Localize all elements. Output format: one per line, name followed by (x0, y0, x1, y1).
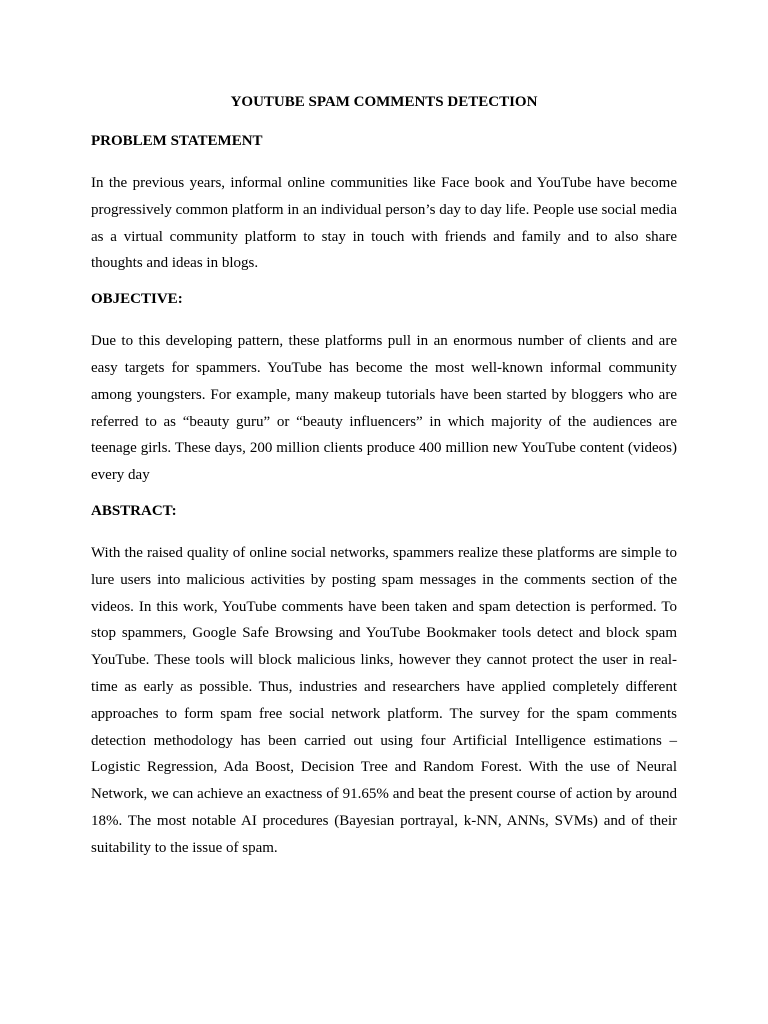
paragraph-abstract: With the raised quality of online social networks, spammers realize these platforms are simple to lure users into malicious activities by posting spam messages in the comments section of the videos. In this work, YouTube comments have been taken and spam detection is performed. To stop spammers, Google Safe Browsing and YouTube Bookmaker tools detect and block spam YouTube. These tools will block malicious links, however they cannot protect the user in real-time as early as possible. Thus, industries and researchers have applied completely different approaches to form spam free social network platform. The survey for the spam comments detection methodology has been carried out using four Artificial Intelligence estimations – Logistic Regression, Ada Boost, Decision Tree and Random Forest. With the use of Neural Network, we can achieve an exactness of 91.65% and beat the present course of action by around 18%. The most notable AI procedures (Bayesian portrayal, k-NN, ANNs, SVMs) and of their suitability to the issue of spam. (91, 544, 677, 856)
heading-problem-statement: PROBLEM STATEMENT (91, 133, 263, 149)
document-title: YOUTUBE SPAM COMMENTS DETECTION (230, 94, 538, 110)
paragraph-objective: Due to this developing pattern, these platforms pull in an enormous number of clients and are easy targets for spammers. YouTube has become the most well-known informal community among youngsters. For example, many makeup tutorials have been started by bloggers who are referred to as “beauty guru” or “beauty influencers” in which majority of the audiences are teenage girls. These days, 200 million clients produce 400 million new YouTube content (videos) every day (91, 333, 677, 484)
heading-objective: OBJECTIVE: (91, 291, 183, 308)
heading-abstract: ABSTRACT: (91, 502, 177, 519)
document-page (91, 92, 677, 874)
paragraph-problem-statement: In the previous years, informal online communities like Face book and YouTube have become progressively common platform in an individual person’s day to day life. People use social media as a virtual community platform to stay in touch with friends and family and to also share thoughts and ideas in blogs. (91, 175, 677, 272)
